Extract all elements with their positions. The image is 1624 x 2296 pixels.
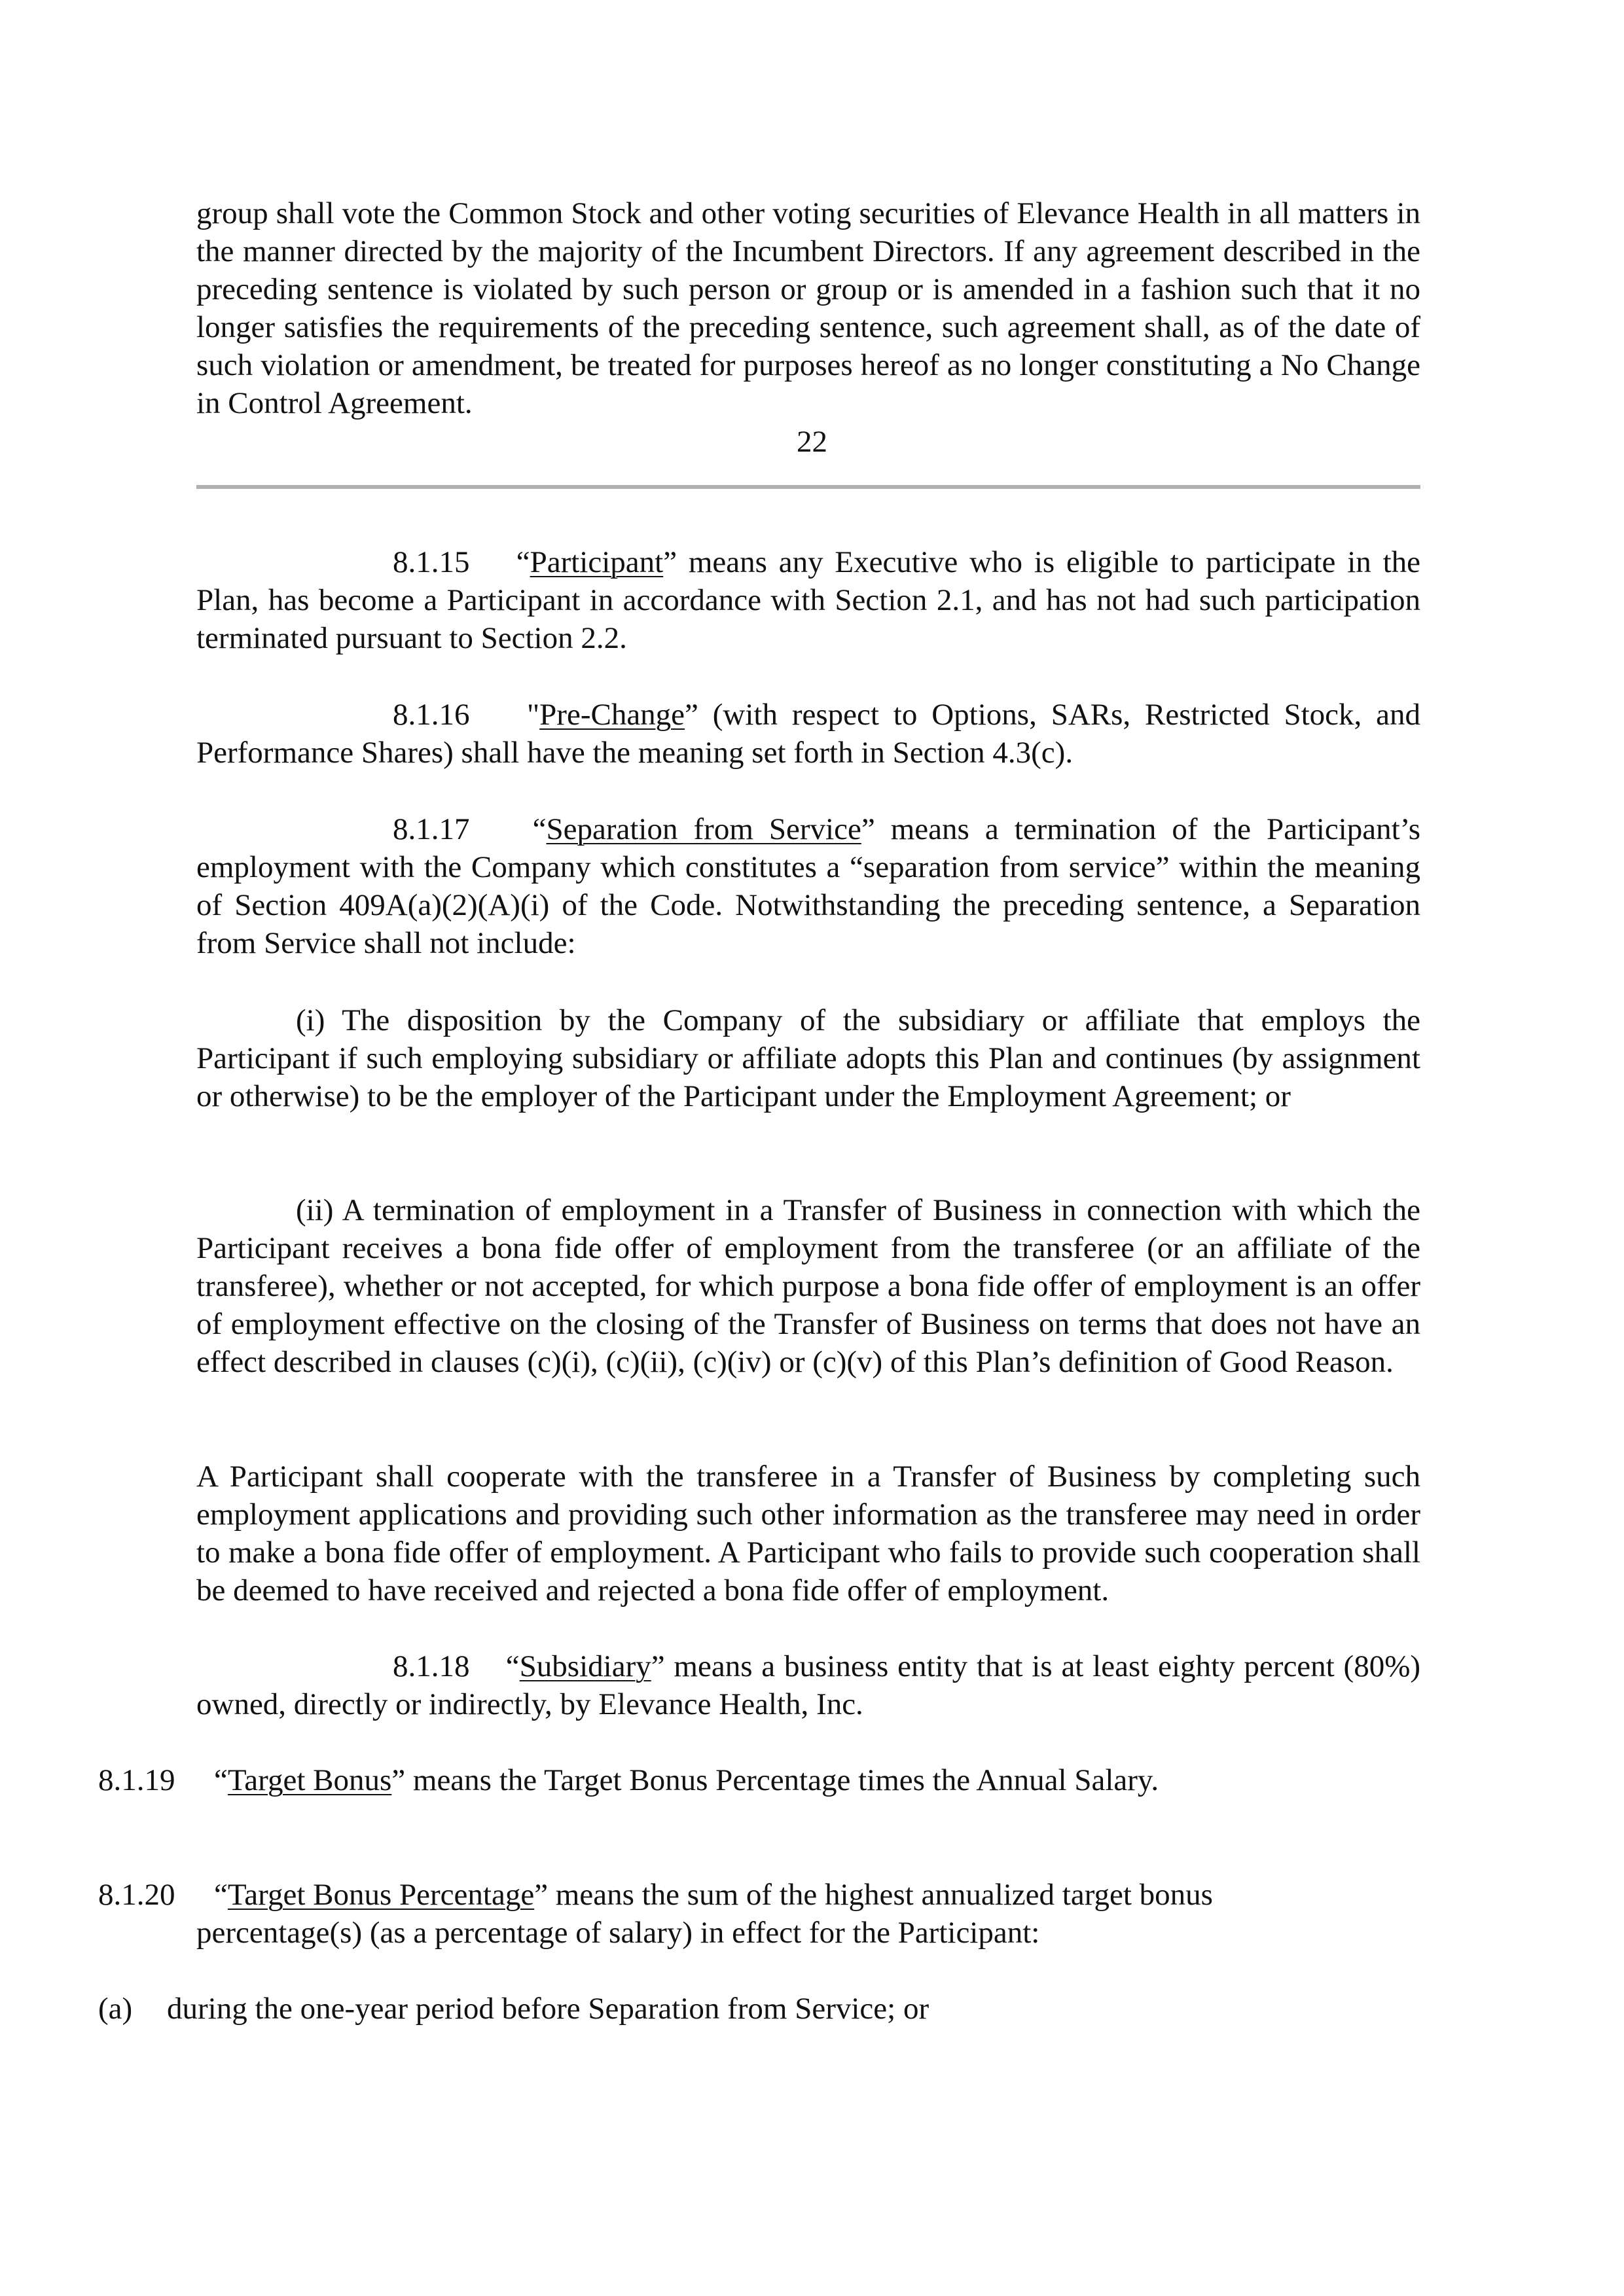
section-8-1-16 — [196, 696, 1420, 772]
defined-term: Subsidiary — [519, 1649, 651, 1683]
top-paragraph: group shall vote the Common Stock and other voting securities of Elevance Health in all matters in the manner directed by the majority of the Incumbent Directors. If any agreement described in the preceding sentence is violated by such person or group or is amended in a fashion such that it no longer satisfies the requirements of the preceding sentence, such agreement shall, as of the date of such violation or amendment, be treated for purposes hereof as no longer constituting a No Change in Control Agreement. — [196, 196, 1420, 420]
section-body — [196, 1761, 1244, 1799]
open-quote: " — [526, 698, 540, 732]
section-number: 8.1.20 — [98, 1878, 175, 1912]
open-quote: “ — [214, 1878, 228, 1912]
section-8-1-20 — [98, 1876, 1322, 1954]
definition-text: ” means the Target Bonus Percentage times the Annual Salary. — [391, 1763, 1159, 1797]
section-number: 8.1.15 — [393, 545, 470, 579]
defined-term: Separation from Service — [546, 812, 861, 846]
clause-i: (i) The disposition by the Company of the subsidiary or affiliate that employs the Participant if such employing subsidiary or affiliate adopts this Plan and continues (by assignment or otherwise) to be the employer of the Participant under the Employment Agreement; or — [196, 1003, 1420, 1113]
open-quote: “ — [516, 545, 530, 579]
open-quote: “ — [505, 1649, 520, 1683]
page-number: 22 — [797, 425, 827, 459]
defined-term: Pre-Change — [539, 698, 685, 732]
definition-text: ” means a termination of the Participant’s employment with the Company which constitutes a “separation from service” within the meaning of Section 409A(a)(2)(A)(i) of the Code. Notwithstanding the preceding sentence, a Separation from Service shall not include: — [196, 812, 1421, 960]
item-a — [98, 1990, 1322, 2029]
cooperation-paragraph: A Participant shall cooperate with the transferee in a Transfer of Business by completing such employment applications and providing such other information as the transferee may need in order to make a bona fide offer of employment. A Participant who fails to provide such cooperation shall be deemed to have received and rejected a bona fide offer of employment. — [196, 1460, 1420, 1607]
defined-term: Participant — [530, 545, 664, 579]
section-8-1-18 — [196, 1647, 1420, 1723]
definition-text: ” (with respect to Options, SARs, Restricted Stock, and Performance Shares) shall have the meaning set forth in Section 4.3(c). — [196, 698, 1421, 770]
section-number: 8.1.16 — [393, 698, 470, 732]
open-quote: “ — [532, 812, 547, 846]
section-number: 8.1.17 — [393, 812, 470, 846]
definition-text: ” means a business entity that is at least eighty percent (80%) owned, directly or indirectly, by Elevance Health, Inc. — [196, 1649, 1421, 1721]
section-8-1-15 — [196, 543, 1420, 657]
item-text: during the one-year period before Separation from Service; or — [167, 1992, 929, 2026]
defined-term: Target Bonus — [227, 1763, 392, 1797]
section-8-1-19 — [98, 1761, 1322, 1840]
section-body — [196, 1876, 1270, 1952]
section-number: 8.1.18 — [393, 1649, 470, 1683]
section-8-1-17 — [196, 810, 1420, 962]
clause-ii: (ii) A termination of employment in a Transfer of Business in connection with which the Participant receives a bona fide offer of employment from the transferee (or an affiliate of the transferee), whether or not accepted, for which purpose a bona fide offer of employment is an offer of employment effective on the closing of the Transfer of Business on terms that does not have an effect described in clauses (c)(i), (c)(ii), (c)(iv) or (c)(v) of this Plan’s definition of Good Reason. — [196, 1193, 1420, 1379]
definition-text: ” means any Executive who is eligible to participate in the Plan, has become a Participant in accordance with Section 2.1, and has not had such participation terminated pursuant to Section 2.2. — [196, 545, 1420, 655]
open-quote: “ — [214, 1763, 228, 1797]
section-number: 8.1.19 — [98, 1763, 175, 1797]
definition-text: ” means the sum of the highest annualized target bonus percentage(s) (as a percentage of salary) in effect for the Participant: — [196, 1878, 1213, 1950]
item-label: (a) — [98, 1992, 133, 2026]
defined-term: Target Bonus Percentage — [227, 1878, 535, 1912]
page-divider — [196, 485, 1420, 489]
